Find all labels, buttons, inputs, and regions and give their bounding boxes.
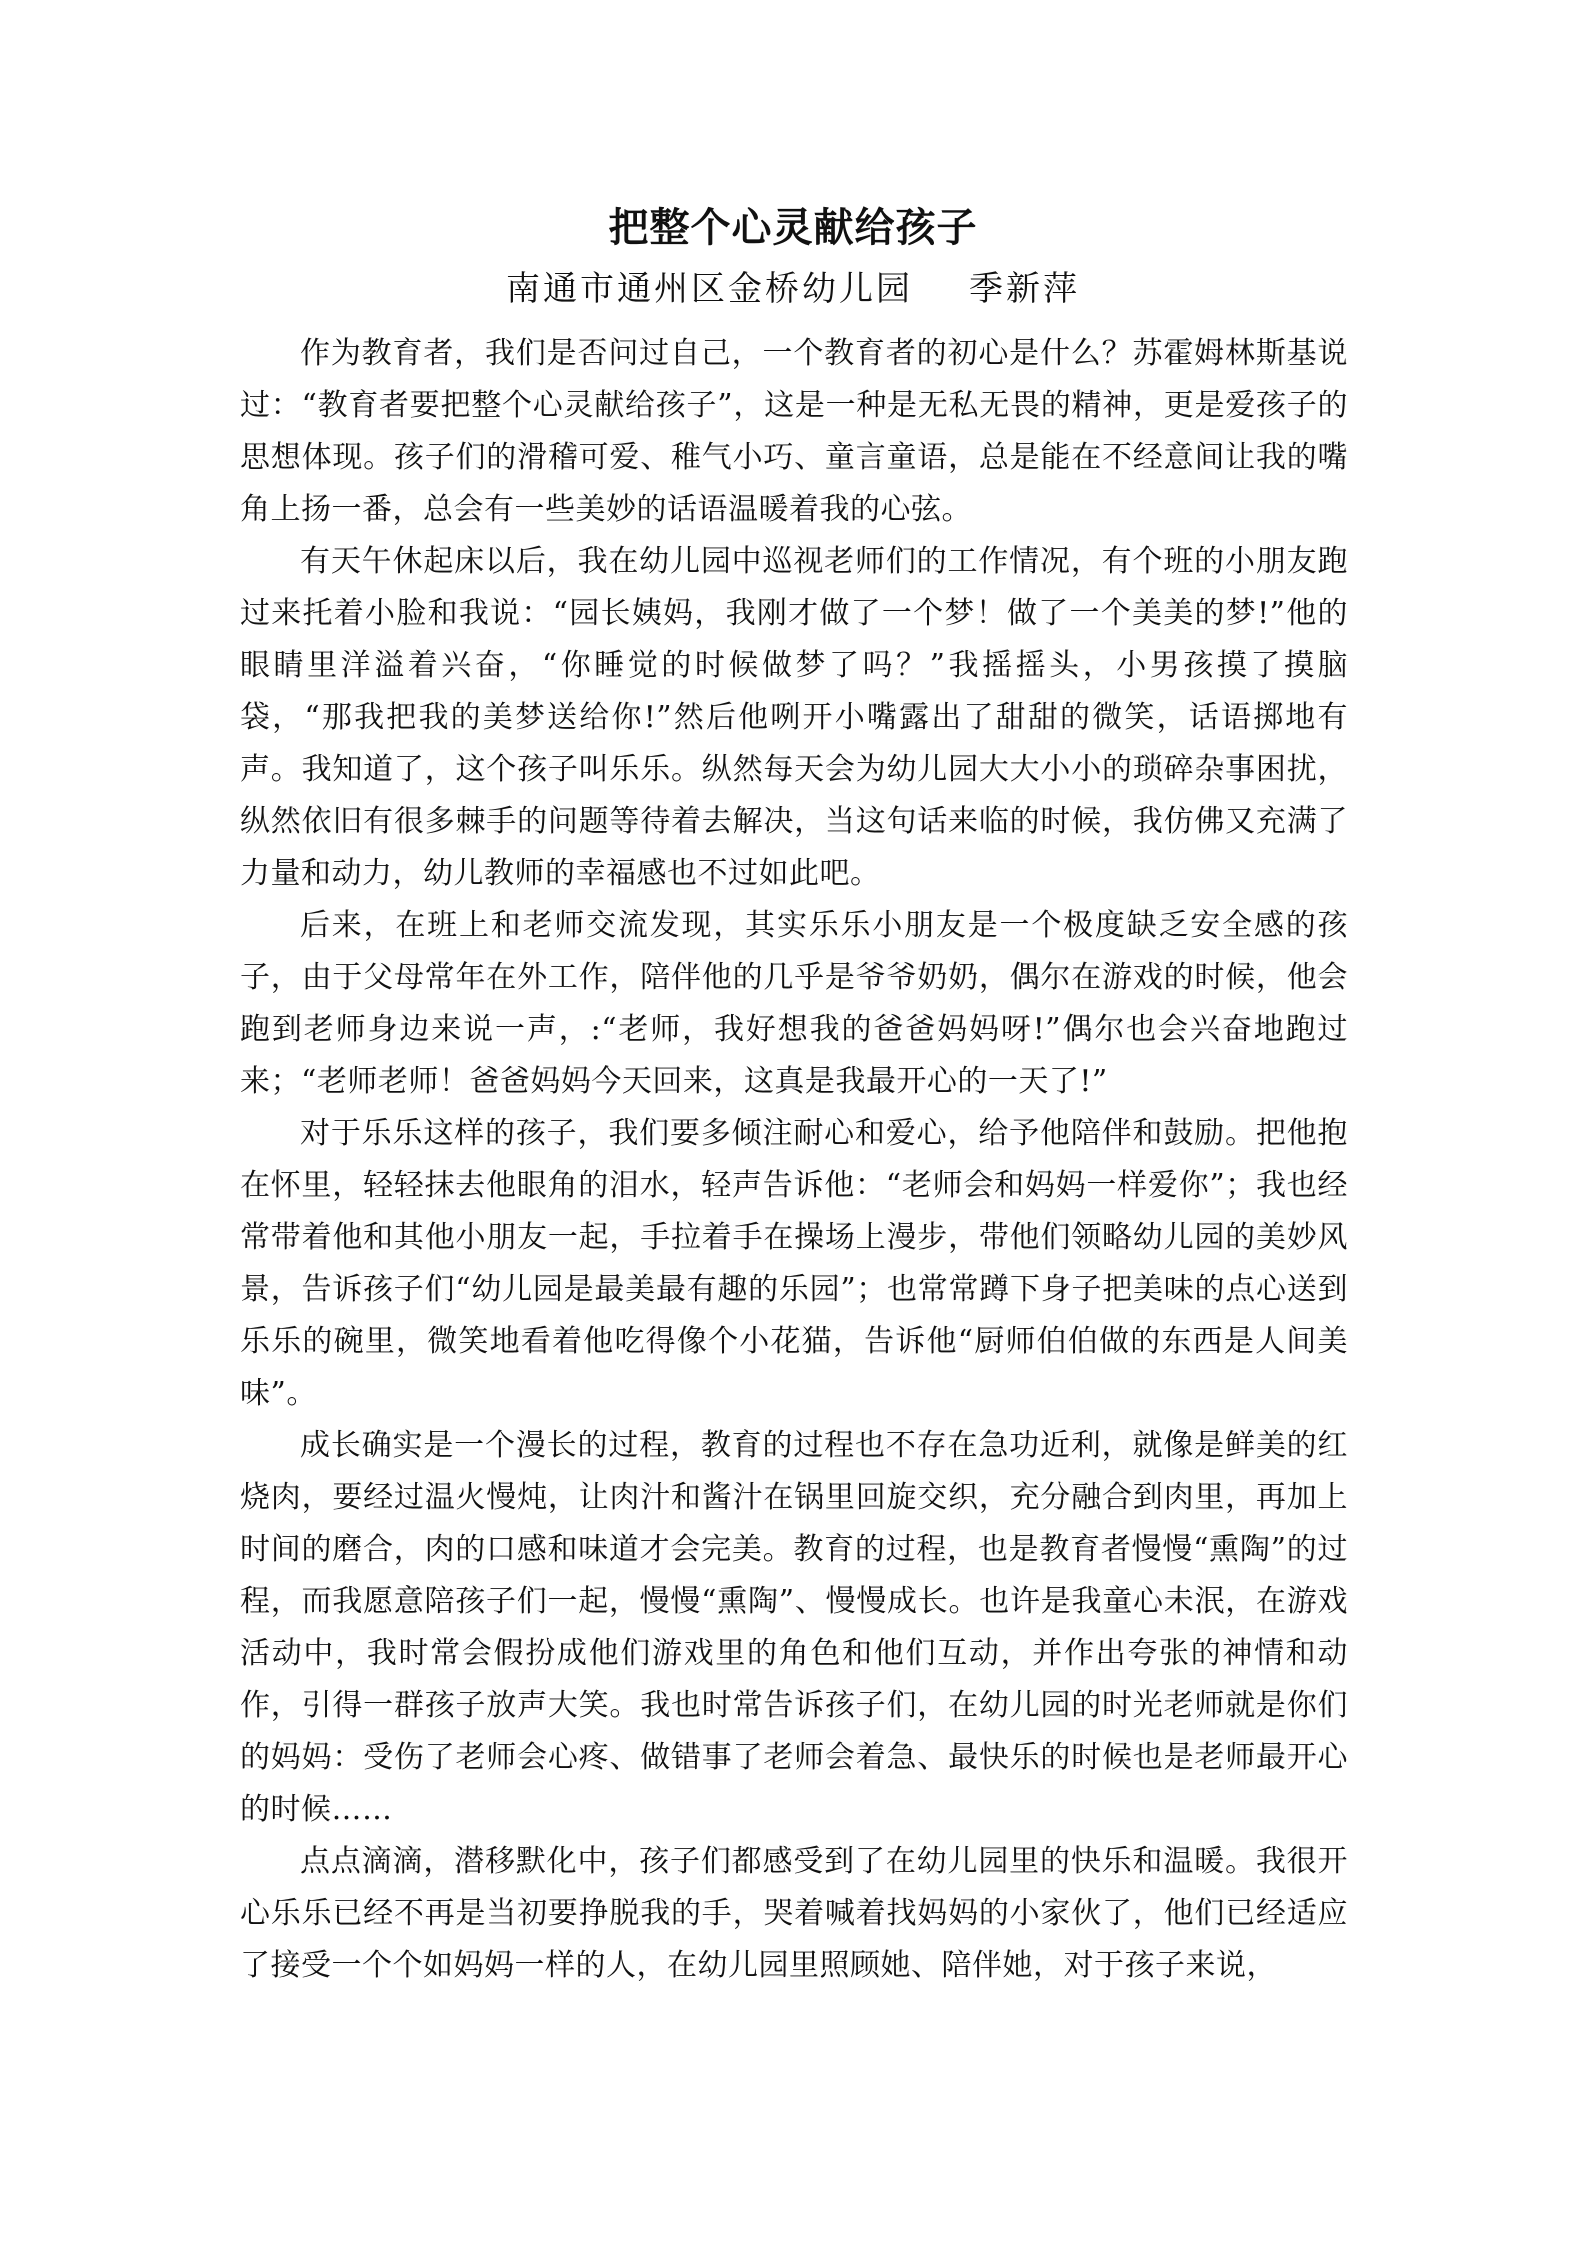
author-byline	[0, 264, 1586, 314]
article-body	[240, 328, 1348, 1992]
paragraph: 成长确实是一个漫长的过程，教育的过程也不存在急功近利，就像是鲜美的红烧肉，要经过温火慢炖，让肉汁和酱汁在锅里回旋交织，充分融合到肉里，再加上时间的磨合，肉的口感和味道才会完美。教育的过程，也是教育者慢慢“熏陶”的过程，而我愿意陪孩子们一起，慢慢“熏陶”、慢慢成长。也许是我童心未泯，在游戏活动中，我时常会假扮成他们游戏里的角色和他们互动，并作出夸张的神情和动作，引得一群孩子放声大笑。我也时常告诉孩子们，在幼儿园的时光老师就是你们的妈妈：受伤了老师会心疼、做错事了老师会着急、最快乐的时候也是老师最开心的时候……	[240, 1428, 1348, 1827]
paragraph: 后来，在班上和老师交流发现，其实乐乐小朋友是一个极度缺乏安全感的孩子，由于父母常年在外工作，陪伴他的几乎是爷爷奶奶，偶尔在游戏的时候，他会跑到老师身边来说一声，:“老师，我好想我的爸爸妈妈呀!”偶尔也会兴奋地跑过来；“老师老师！爸爸妈妈今天回来，这真是我最开心的一天了!”	[240, 908, 1348, 1099]
author-organization: 南通市通州区金桥幼儿园	[506, 269, 913, 309]
document-title: 把整个心灵献给孩子	[608, 205, 978, 251]
paragraph: 作为教育者，我们是否问过自己，一个教育者的初心是什么？苏霍姆林斯基说过：“教育者要把整个心灵献给孩子”，这是一种是无私无畏的精神，更是爱孩子的思想体现。孩子们的滑稽可爱、稚气小巧、童言童语，总是能在不经意间让我的嘴角上扬一番，总会有一些美妙的话语温暖着我的心弦。	[240, 336, 1348, 527]
paragraph: 点点滴滴，潜移默化中，孩子们都感受到了在幼儿园里的快乐和温暖。我很开心乐乐已经不再是当初要挣脱我的手，哭着喊着找妈妈的小家伙了，他们已经适应了接受一个个如妈妈一样的人，在幼儿园里照顾她、陪伴她，对于孩子来说，	[240, 1844, 1348, 1983]
paragraph: 对于乐乐这样的孩子，我们要多倾注耐心和爱心，给予他陪伴和鼓励。把他抱在怀里，轻轻抹去他眼角的泪水，轻声告诉他：“老师会和妈妈一样爱你”；我也经常带着他和其他小朋友一起，手拉着手在操场上漫步，带他们领略幼儿园的美妙风景，告诉孩子们“幼儿园是最美最有趣的乐园”；也常常蹲下身子把美味的点心送到乐乐的碗里，微笑地看着他吃得像个小花猫，告诉他“厨师伯伯做的东西是人间美味”。	[240, 1116, 1348, 1411]
paragraph: 有天午休起床以后，我在幼儿园中巡视老师们的工作情况，有个班的小朋友跑过来托着小脸和我说：“园长姨妈，我刚才做了一个梦！做了一个美美的梦!”他的眼睛里洋溢着兴奋，“你睡觉的时候做梦了吗？”我摇摇头，小男孩摸了摸脑袋，“那我把我的美梦送给你!”然后他咧开小嘴露出了甜甜的微笑，话语掷地有声。我知道了，这个孩子叫乐乐。纵然每天会为幼儿园大大小小的琐碎杂事困扰，纵然依旧有很多棘手的问题等待着去解决，当这句话来临的时候，我仿佛又充满了力量和动力，幼儿教师的幸福感也不过如此吧。	[240, 544, 1348, 891]
author-name: 季新萍	[969, 269, 1080, 309]
